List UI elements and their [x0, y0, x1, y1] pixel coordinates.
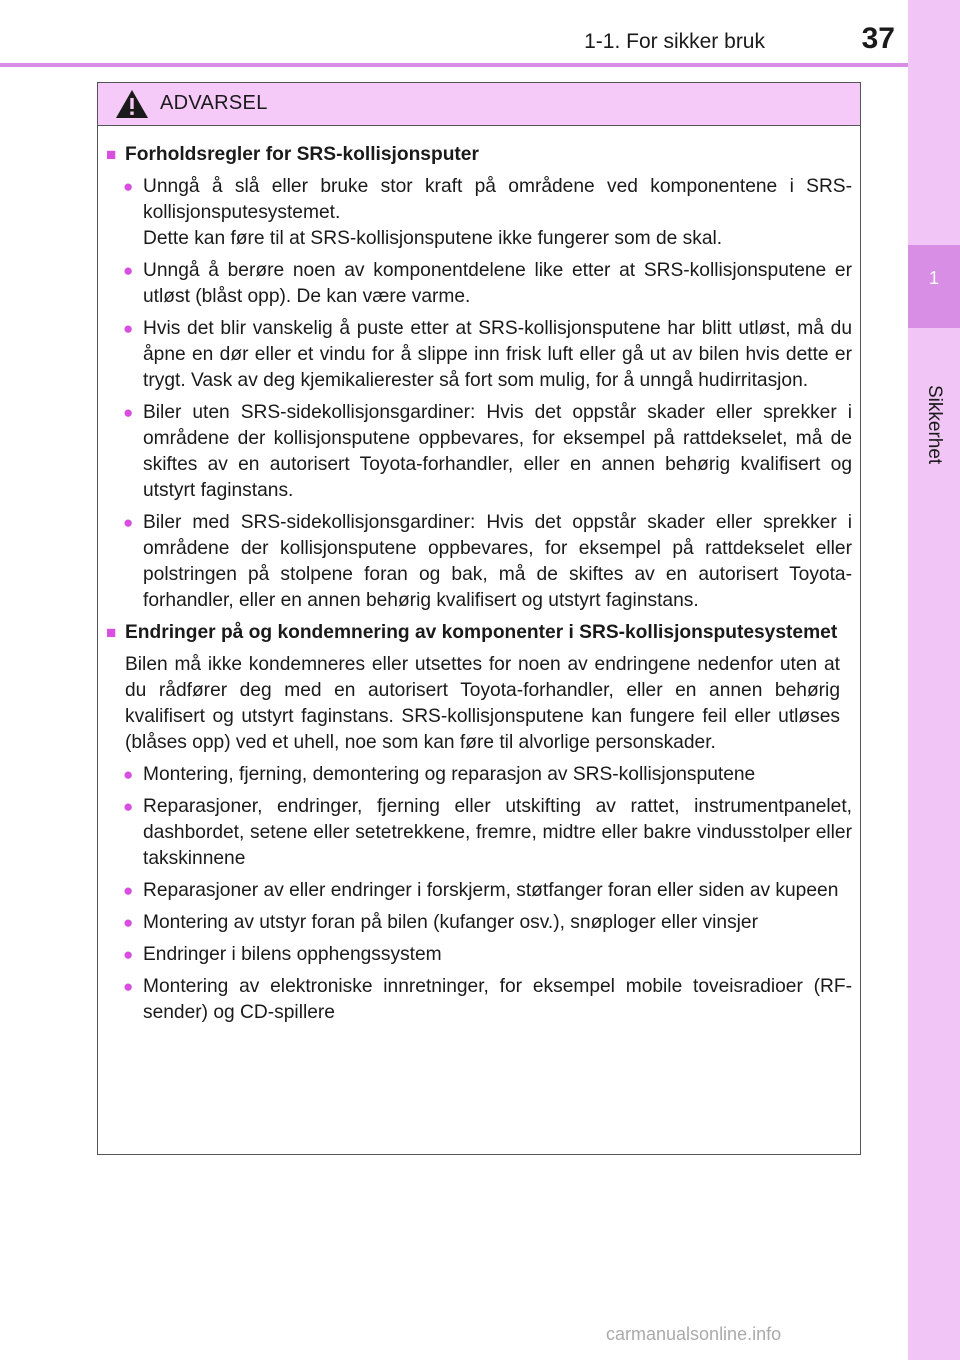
list-item-text: Unngå å slå eller bruke stor kraft på områdene ved komponentene i SRS-kollisjonsputesystemet. [143, 176, 852, 223]
list-item-text: Reparasjoner av eller endringer i forskjerm, støtfanger foran eller siden av kupeen [143, 880, 839, 901]
warning-triangle-icon [115, 89, 149, 119]
round-bullet-icon: ● [123, 765, 134, 784]
section-heading [106, 142, 852, 168]
round-bullet-icon: ● [123, 881, 134, 900]
warning-label: ADVARSEL [160, 92, 268, 114]
list-item [123, 762, 852, 788]
list-item [123, 316, 852, 394]
header-rule [0, 63, 908, 67]
list-item [123, 258, 852, 310]
chapter-side-tab [908, 0, 960, 1360]
list-item [123, 794, 852, 872]
round-bullet-icon: ● [123, 913, 134, 932]
list-item [123, 942, 852, 968]
section-heading-text: Endringer på og kondemnering av komponenter i SRS-kollisjonsputesystemet [125, 622, 838, 643]
list-item-text: Montering av elektroniske innretninger, for eksempel mobile toveisradioer (RF-sender) og CD-spillere [143, 976, 852, 1023]
round-bullet-icon: ● [123, 261, 134, 280]
square-bullet-icon: ■ [106, 145, 117, 164]
list-item-text: Hvis det blir vanskelig å puste etter at SRS-kollisjonsputene har blitt utløst, må du åpne en dør eller et vindu for å slippe inn frisk luft eller gå ut av bilen hvis dette er trygt. Vask av deg kjemikalierester så fort som mulig, for å unngå hudirritasjon. [143, 318, 852, 391]
chapter-name: Sikkerhet [924, 385, 945, 465]
round-bullet-icon: ● [123, 977, 134, 996]
round-bullet-icon: ● [123, 177, 134, 196]
list-item-text: Reparasjoner, endringer, fjerning eller utskifting av rattet, instrumentpanelet, dashbordet, setene eller setetrekkene, fremre, midtre eller bakre vindusstolper eller takskinnene [143, 796, 852, 869]
warning-header [98, 83, 860, 126]
round-bullet-icon: ● [123, 513, 134, 532]
round-bullet-icon: ● [123, 319, 134, 338]
warning-body [98, 126, 860, 1026]
list-item [123, 174, 852, 252]
warning-box [97, 82, 861, 1155]
list-item-text: Montering, fjerning, demontering og reparasjon av SRS-kollisjonsputene [143, 764, 756, 785]
list-item-text: Unngå å berøre noen av komponentdelene like etter at SRS-kollisjonsputene er utløst (blåst opp). De kan være varme. [143, 260, 852, 307]
list-item [123, 400, 852, 504]
list-item [123, 878, 852, 904]
section-heading-text: Forholdsregler for SRS-kollisjonsputer [125, 144, 479, 165]
list-item-text: Biler med SRS-sidekollisjonsgardiner: Hvis det oppstår skader eller sprekker i områdene der kollisjonsputene oppbevares, for eksempel på rattdekselet eller polstringen på stolpene foran og bak, må de skiftes av en autorisert Toyota-forhandler, eller en annen behørig kvalifisert og utstyrt faginstans. [143, 512, 852, 611]
page-number: 37 [861, 22, 895, 55]
round-bullet-icon: ● [123, 945, 134, 964]
section-title: 1-1. For sikker bruk [584, 30, 765, 53]
round-bullet-icon: ● [123, 797, 134, 816]
list-item-text: Biler uten SRS-sidekollisjonsgardiner: Hvis det oppstår skader eller sprekker i områdene der kollisjonsputene oppbevares, for eksempel på rattdekselet, må de skiftes av en autorisert Toyota-forhandler, eller en annen behørig kvalifisert og utstyrt faginstans. [143, 402, 852, 501]
watermark: carmanualsonline.info [606, 1324, 782, 1344]
section-heading [106, 620, 852, 646]
list-item [123, 910, 852, 936]
list-item-note: Dette kan føre til at SRS-kollisjonsputene ikke fungerer som de skal. [143, 228, 723, 249]
section-paragraph: Bilen må ikke kondemneres eller utsettes for noen av endringene nedenfor uten at du rådfører deg med en autorisert Toyota-forhandler, eller en annen behørig kvalifisert og utstyrt faginstans. SRS-kollisjonsputene kan fungere feil eller utløses (blåses opp) ved et uhell, noe som kan føre til alvorlige personskader. [125, 654, 840, 753]
round-bullet-icon: ● [123, 403, 134, 422]
list-item [123, 510, 852, 614]
list-item-text: Montering av utstyr foran på bilen (kufanger osv.), snøploger eller vinsjer [143, 912, 758, 933]
chapter-number: 1 [928, 268, 939, 288]
list-item-text: Endringer i bilens opphengssystem [143, 944, 442, 965]
square-bullet-icon: ■ [106, 623, 117, 642]
list-item [123, 974, 852, 1026]
